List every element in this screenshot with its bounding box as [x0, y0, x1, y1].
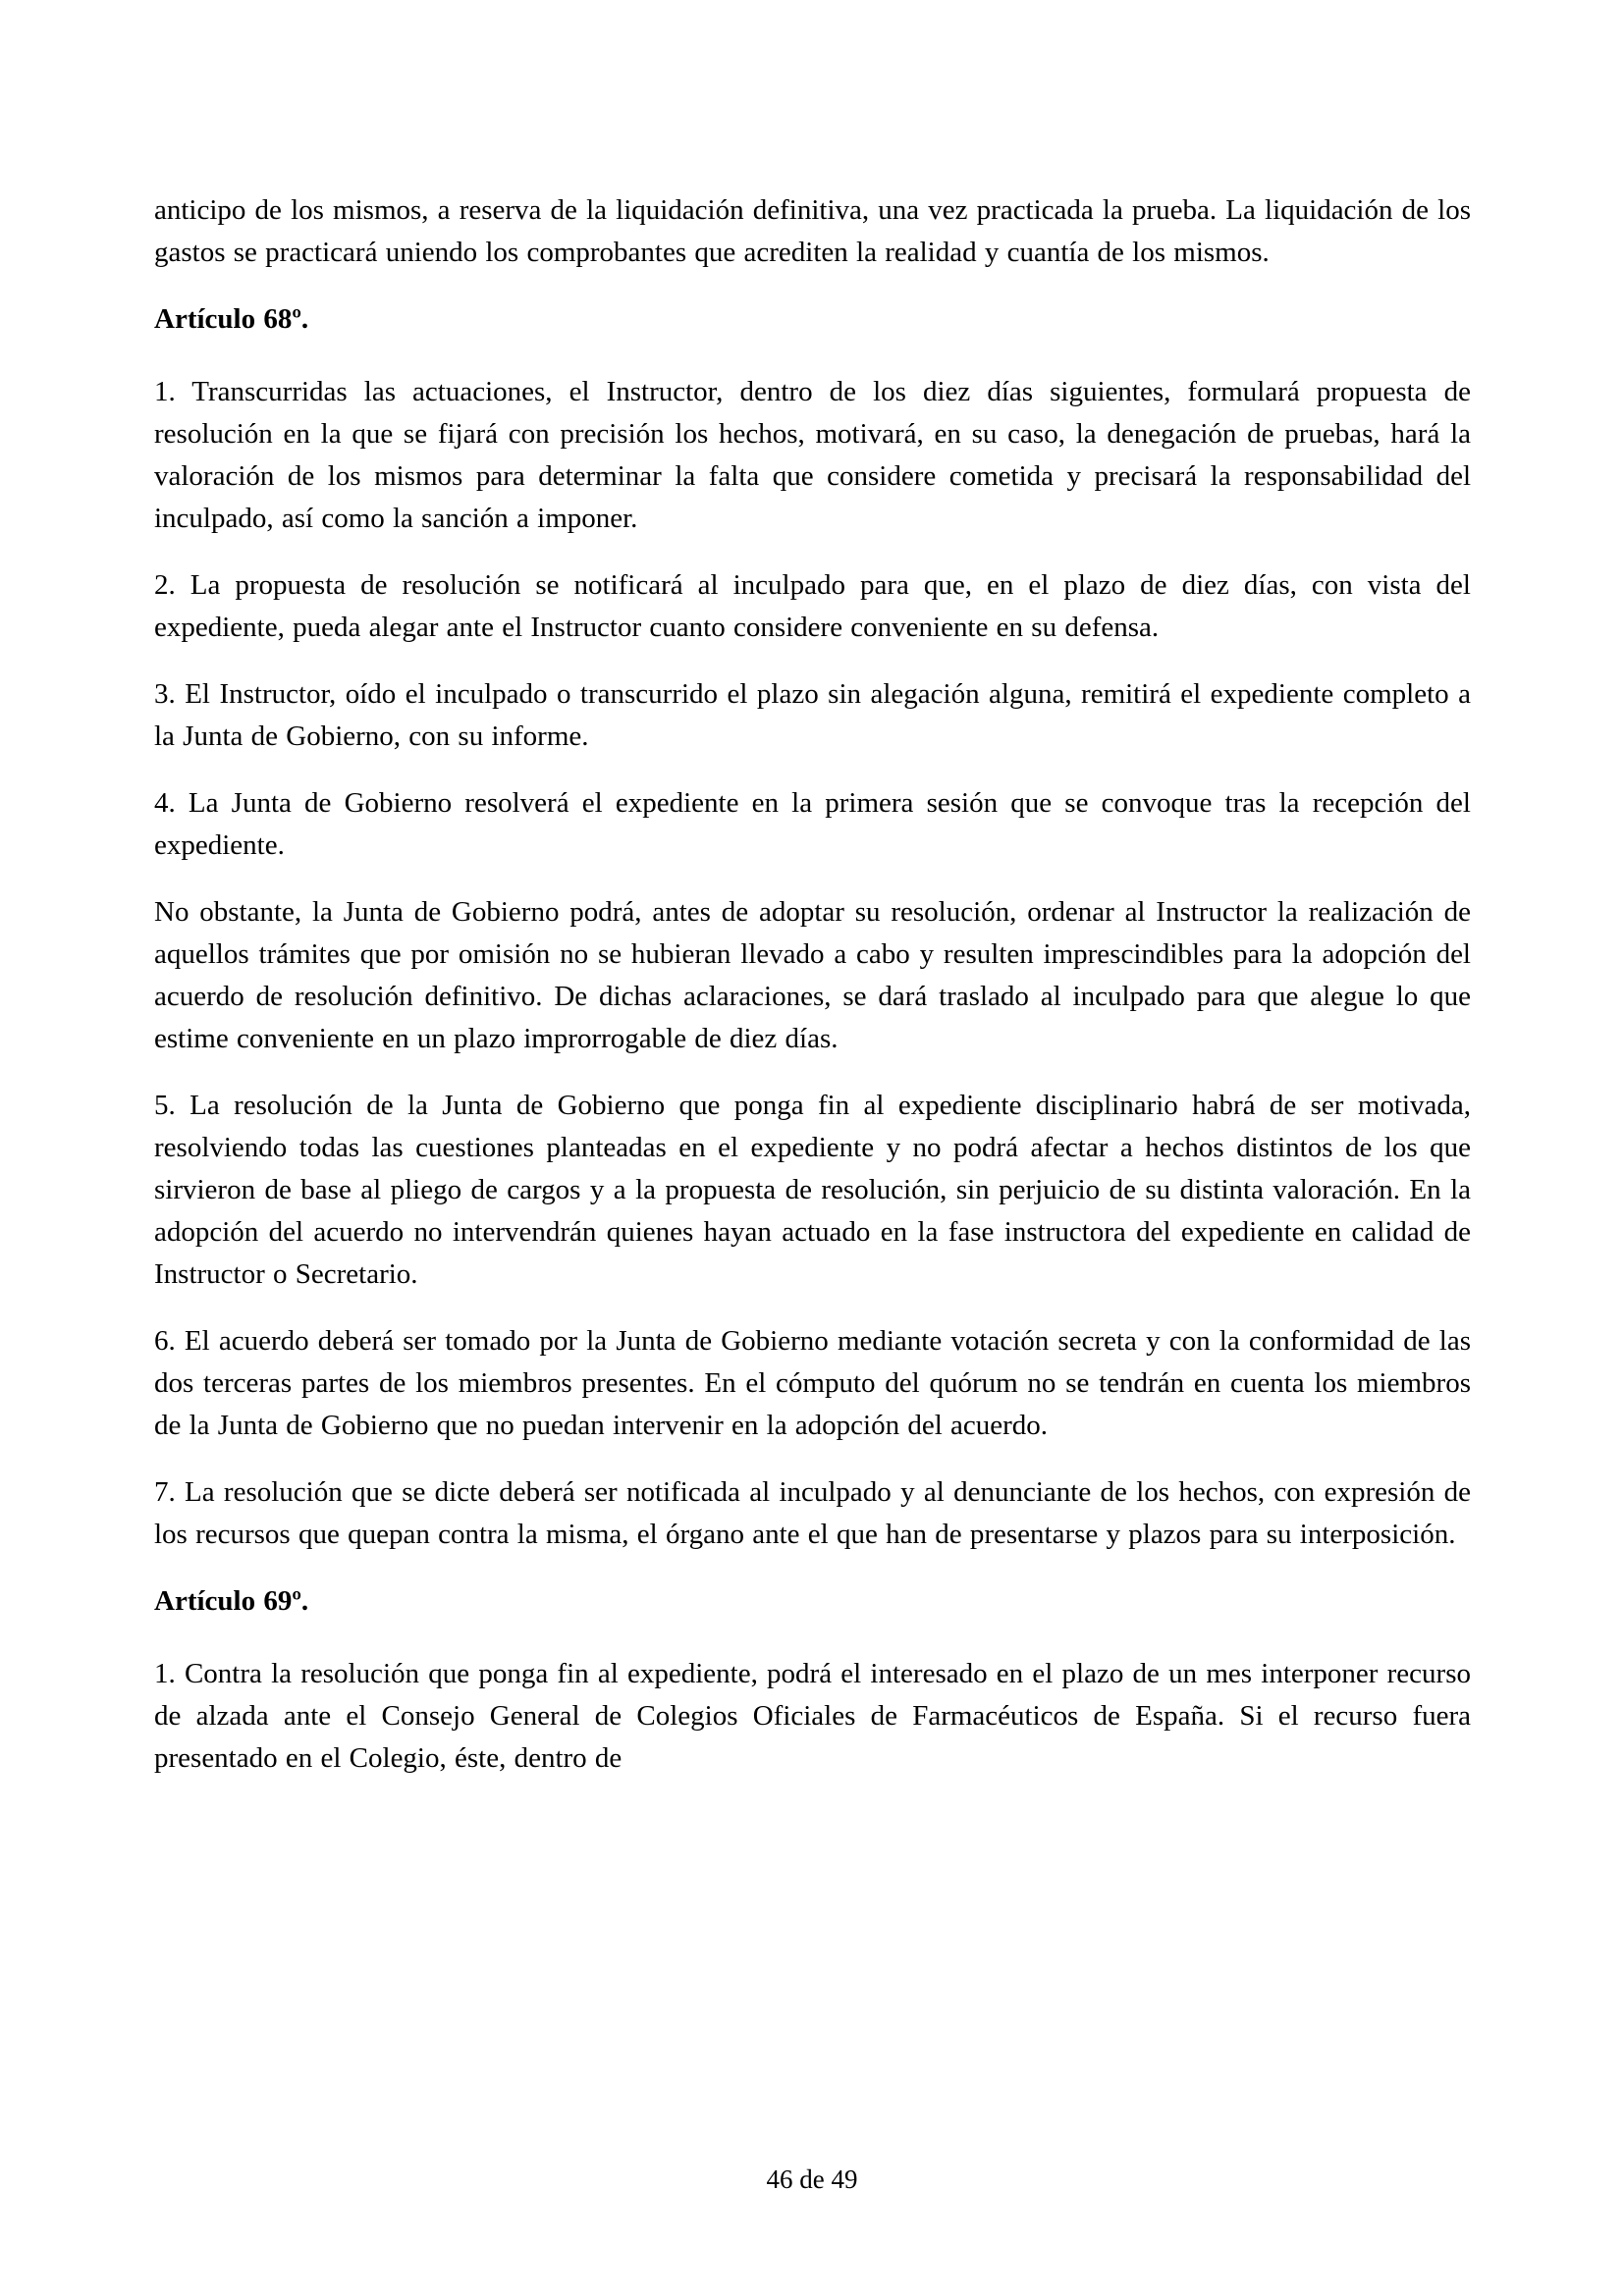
article-68-clause-1: 1. Transcurridas las actuaciones, el Instructor, dentro de los diez días siguientes, formulará propuesta de resolución en la que se fijará con precisión los hechos, motivará, en su caso, la denegación de pruebas, hará la valoración de los mismos para determinar la falta que considere cometida y precisará la responsabilidad del inculpado, así como la sanción a imponer. — [154, 376, 1471, 534]
article-68-clause-3: 3. El Instructor, oído el inculpado o transcurrido el plazo sin alegación alguna, remitirá el expediente completo a la Junta de Gobierno, con su informe. — [154, 678, 1471, 752]
article-68-heading: Artículo 68º. — [154, 303, 309, 335]
paragraph-anticipo: anticipo de los mismos, a reserva de la liquidación definitiva, una vez practicada la prueba. La liquidación de los gastos se practicará uniendo los comprobantes que acrediten la realidad y cuantía de los mismos. — [154, 194, 1471, 268]
article-68-clause-4-continuation: No obstante, la Junta de Gobierno podrá, antes de adoptar su resolución, ordenar al Instructor la realización de aquellos trámites que por omisión no se hubieran llevado a cabo y resulten imprescindibles para la adopción del acuerdo de resolución definitivo. De dichas aclaraciones, se dará traslado al inculpado para que alegue lo que estime conveniente en un plazo improrrogable de diez días. — [154, 896, 1471, 1054]
page-number: 46 de 49 — [766, 2164, 858, 2194]
article-68-clause-4: 4. La Junta de Gobierno resolverá el expediente en la primera sesión que se convoque tras la recepción del expediente. — [154, 787, 1471, 861]
article-68-clause-7: 7. La resolución que se dicte deberá ser notificada al inculpado y al denunciante de los hechos, con expresión de los recursos que quepan contra la misma, el órgano ante el que han de presentarse y plazos para su interposición. — [154, 1476, 1471, 1550]
article-69-clause-1: 1. Contra la resolución que ponga fin al expediente, podrá el interesado en el plazo de un mes interponer recurso de alzada ante el Consejo General de Colegios Oficiales de Farmacéuticos de España. Si el recurso fuera presentado en el Colegio, éste, dentro de — [154, 1658, 1471, 1774]
article-68-clause-2: 2. La propuesta de resolución se notificará al inculpado para que, en el plazo de diez días, con vista del expediente, pueda alegar ante el Instructor cuanto considere conveniente en su defensa. — [154, 569, 1471, 643]
article-68-clause-5: 5. La resolución de la Junta de Gobierno que ponga fin al expediente disciplinario habrá de ser motivada, resolviendo todas las cuestiones planteadas en el expediente y no podrá afectar a hechos distintos de los que sirvieron de base al pliego de cargos y a la propuesta de resolución, sin perjuicio de su distinta valoración. En la adopción del acuerdo no intervendrán quienes hayan actuado en la fase instructora del expediente en calidad de Instructor o Secretario. — [154, 1090, 1471, 1290]
page-content — [154, 189, 1471, 1804]
article-69-heading: Artículo 69º. — [154, 1585, 309, 1617]
article-68-clause-6: 6. El acuerdo deberá ser tomado por la Junta de Gobierno mediante votación secreta y con la conformidad de las dos terceras partes de los miembros presentes. En el cómputo del quórum no se tendrán en cuenta los miembros de la Junta de Gobierno que no puedan intervenir en la adopción del acuerdo. — [154, 1325, 1471, 1441]
